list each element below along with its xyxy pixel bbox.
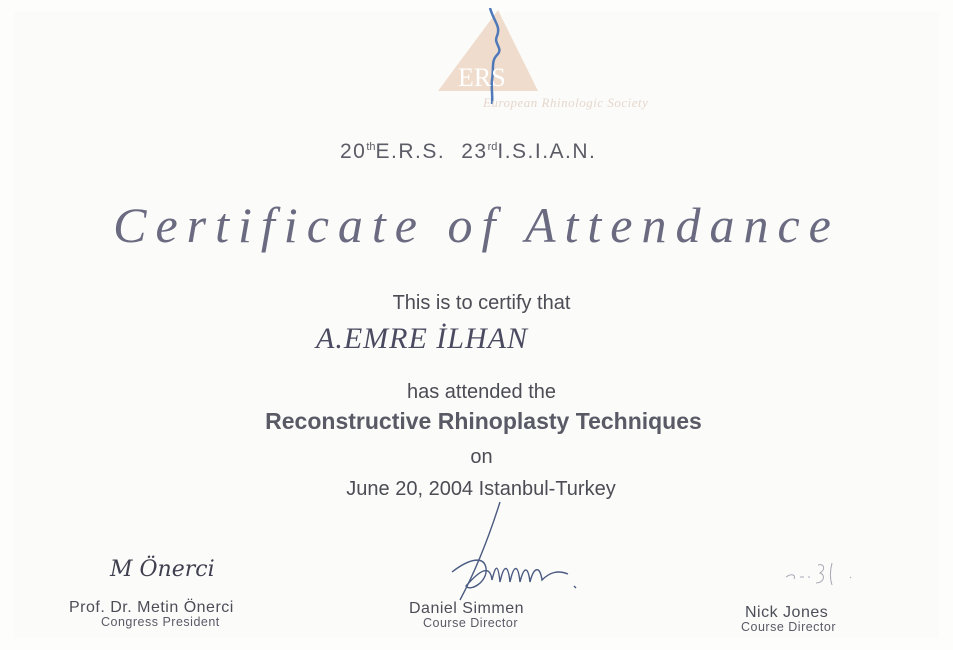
signature-simmen xyxy=(440,500,600,610)
course-title: Reconstructive Rhinoplasty Techniques xyxy=(265,408,702,434)
signatory-role-jones: Course Director xyxy=(741,620,837,634)
svg-text:M Önerci: M Önerci xyxy=(110,557,215,582)
signatory-role-simmen: Course Director xyxy=(423,616,519,630)
recipient-name: A.EMRE İLHAN xyxy=(316,322,528,355)
isian-suffix: rd xyxy=(487,141,498,153)
isian-number: 23 xyxy=(461,140,488,163)
attended-text: has attended the xyxy=(406,381,556,403)
signature-onerci xyxy=(108,540,258,585)
on-text: on xyxy=(470,446,493,468)
ers-number: 20 xyxy=(340,140,367,163)
date-place: June 20, 2004 Istanbul-Turkey xyxy=(346,478,616,500)
isian-text: I.S.I.A.N. xyxy=(497,140,597,163)
signatory-name-jones: Nick Jones xyxy=(745,604,829,621)
signatory-name-simmen: Daniel Simmen xyxy=(409,600,524,617)
society-name: European Rhinologic Society xyxy=(483,95,649,110)
signatory-role-onerci: Congress President xyxy=(101,615,220,629)
signature-jones xyxy=(780,555,870,590)
ers-suffix: th xyxy=(366,141,376,153)
certificate-title: Certificate of Attendance xyxy=(113,197,840,253)
meeting-line xyxy=(340,140,596,164)
logo-abbr: ERS xyxy=(458,63,506,92)
ers-text: E.R.S. xyxy=(375,140,446,163)
signatory-name-onerci: Prof. Dr. Metin Önerci xyxy=(69,599,234,616)
certify-text: This is to certify that xyxy=(392,292,571,314)
